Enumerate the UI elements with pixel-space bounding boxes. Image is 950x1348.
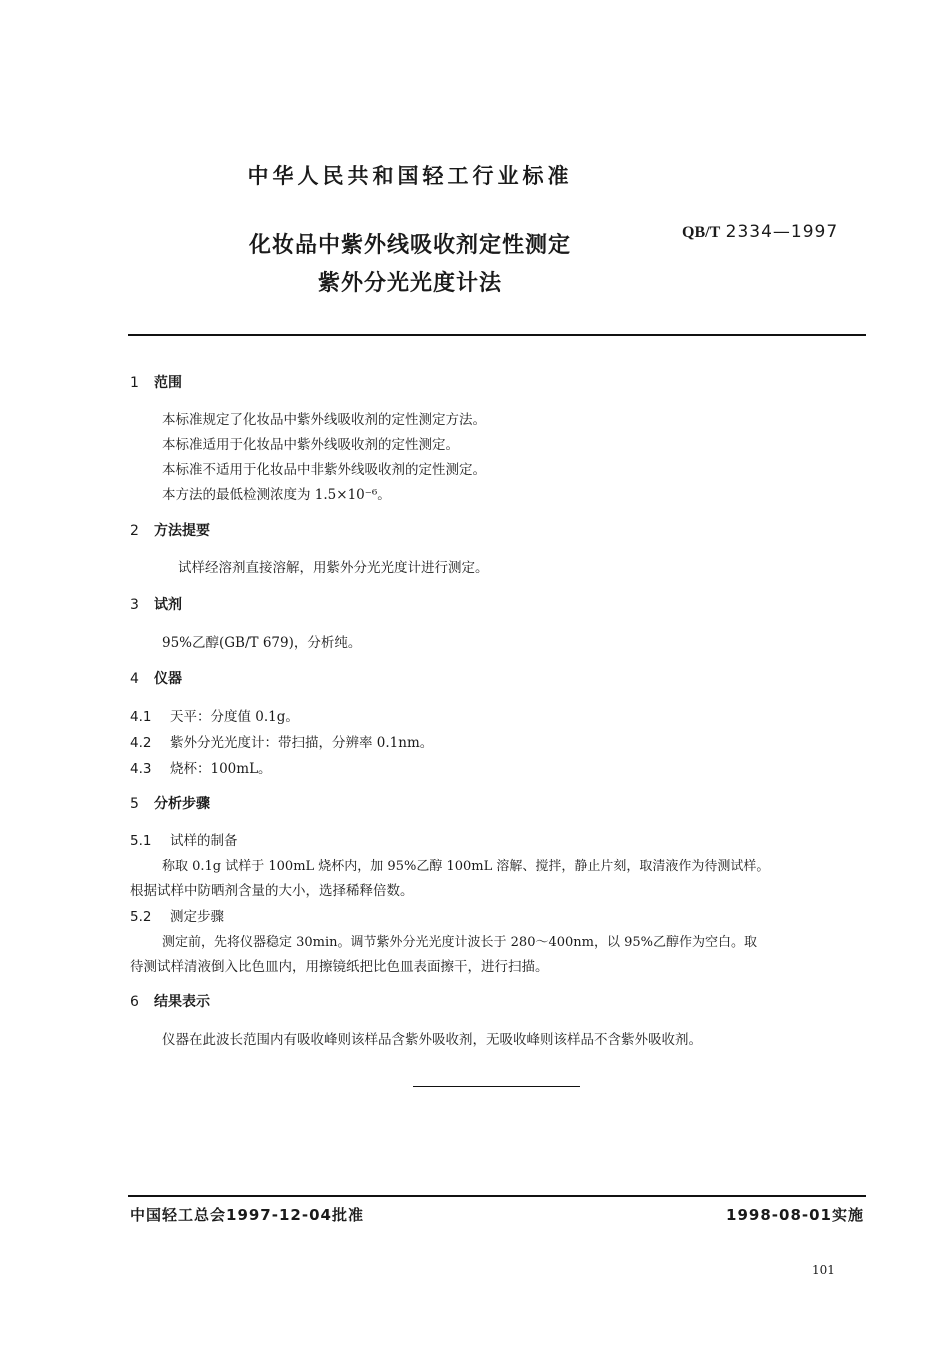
section-5-heading xyxy=(130,793,210,813)
subsection-number: 5.1 xyxy=(130,833,152,849)
item-number: 4.3 xyxy=(130,761,152,777)
section-title: 仪器 xyxy=(154,671,182,687)
instrument-item xyxy=(130,731,433,751)
section-number: 6 xyxy=(130,994,139,1010)
section-3-heading xyxy=(130,594,182,614)
item-text: 紫外分光光度计：带扫描，分辨率 0.1nm。 xyxy=(170,735,434,751)
subsection-number: 5.2 xyxy=(130,909,152,925)
section-1-heading xyxy=(130,372,182,392)
section-2-heading xyxy=(130,520,210,540)
item-number: 4.1 xyxy=(130,709,152,725)
section-number: 5 xyxy=(130,796,139,812)
paragraph: 根据试样中防晒剂含量的大小，选择稀释倍数。 xyxy=(130,883,414,899)
subsection-5-1-heading xyxy=(130,829,238,849)
subsection-title: 测定步骤 xyxy=(170,909,224,925)
item-text: 天平：分度值 0.1g。 xyxy=(170,709,299,725)
issuing-organization: 中华人民共和国轻工行业标准 xyxy=(247,164,573,188)
footer-divider xyxy=(128,1195,866,1197)
section-4-heading xyxy=(130,668,182,688)
paragraph: 本标准不适用于化妆品中非紫外线吸收剂的定性测定。 xyxy=(162,462,486,478)
paragraph: 本标准适用于化妆品中紫外线吸收剂的定性测定。 xyxy=(162,437,459,453)
section-6-heading xyxy=(130,991,210,1011)
section-title: 方法提要 xyxy=(154,523,210,539)
paragraph: 本标准规定了化妆品中紫外线吸收剂的定性测定方法。 xyxy=(162,412,486,428)
standard-code-prefix: QB/T xyxy=(682,224,721,241)
page-number: 101 xyxy=(812,1263,835,1277)
section-title: 范围 xyxy=(154,375,182,391)
section-title: 试剂 xyxy=(154,597,182,613)
subsection-5-2-heading xyxy=(130,905,224,925)
item-number: 4.2 xyxy=(130,735,152,751)
document-title-line-1: 化妆品中紫外线吸收剂定性测定 xyxy=(248,233,571,258)
instrument-item xyxy=(130,757,272,777)
paragraph: 测定前，先将仪器稳定 30min。调节紫外分光光度计波长于 280～400nm，以 95%乙醇作为空白。取 xyxy=(162,935,758,950)
instrument-item xyxy=(130,705,299,725)
approval-date: 中国轻工总会1997-12-04批准 xyxy=(130,1206,364,1224)
section-number: 4 xyxy=(130,671,139,687)
section-title: 分析步骤 xyxy=(154,796,210,812)
effective-date: 1998-08-01实施 xyxy=(726,1206,864,1224)
subsection-title: 试样的制备 xyxy=(170,833,238,849)
item-text: 烧杯：100mL。 xyxy=(170,761,272,777)
paragraph: 称取 0.1g 试样于 100mL 烧杯内，加 95%乙醇 100mL 溶解、搅拌，静止片刻，取清液作为待测试样。 xyxy=(162,859,770,874)
standard-code xyxy=(682,222,838,242)
end-of-text-rule xyxy=(413,1086,580,1087)
paragraph: 本方法的最低检测浓度为 1.5×10⁻⁶。 xyxy=(162,487,391,503)
paragraph: 待测试样清液倒入比色皿内，用擦镜纸把比色皿表面擦干，进行扫描。 xyxy=(130,959,549,975)
section-number: 2 xyxy=(130,523,139,539)
section-number: 1 xyxy=(130,375,139,391)
standard-code-number: 2334—1997 xyxy=(725,222,839,242)
section-title: 结果表示 xyxy=(154,994,210,1010)
document-title-line-2: 紫外分光光度计法 xyxy=(317,271,502,296)
paragraph: 试样经溶剂直接溶解，用紫外分光光度计进行测定。 xyxy=(178,560,489,576)
paragraph: 95%乙醇(GB/T 679)，分析纯。 xyxy=(162,635,362,651)
header-divider xyxy=(128,334,866,336)
section-number: 3 xyxy=(130,597,139,613)
paragraph: 仪器在此波长范围内有吸收峰则该样品含紫外吸收剂，无吸收峰则该样品不含紫外吸收剂。 xyxy=(162,1032,702,1048)
